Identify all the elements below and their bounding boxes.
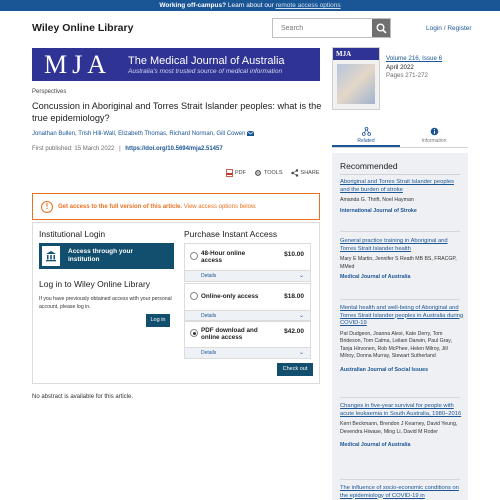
article-title: Concussion in Aboriginal and Torres Strait Islander peoples: what is the true epidemiology?	[32, 101, 322, 123]
no-abstract-note: No abstract is available for this article.	[32, 394, 134, 400]
recommended-item-link[interactable]: General practice training in Aboriginal and Torres Strait Islander health	[340, 238, 448, 252]
recommended-item	[340, 179, 464, 214]
checkout-button[interactable]: Check out	[277, 363, 313, 376]
divider	[340, 479, 460, 480]
access-panel	[32, 222, 320, 384]
wol-login-description: If you have previously obtained access with your personal account, please log in.	[39, 296, 172, 310]
issue-date: April 2022	[386, 63, 414, 71]
article-section: Perspectives	[32, 89, 67, 95]
access-options: View access options below.	[182, 203, 257, 210]
recommended-title: Recommended	[340, 161, 398, 171]
access-bold: Get access to the full version of this article.	[58, 203, 183, 210]
site-logo[interactable]: Wiley Online Library	[32, 22, 134, 34]
info-alert-icon: !	[41, 201, 53, 213]
gear-icon	[254, 169, 262, 177]
recommended-item-link[interactable]: Changes in five-year survival for people with acute leukaemia in South Australia, 1980–2016	[340, 403, 462, 417]
cover-image	[337, 64, 375, 104]
institution-icon	[42, 246, 60, 266]
option-price: $42.00	[284, 328, 304, 335]
chevron-down-icon: ⌄	[298, 350, 304, 356]
access-text	[58, 204, 257, 210]
divider	[340, 299, 460, 300]
journal-title: The Medical Journal of Australia	[128, 54, 285, 67]
tools-label: TOOLS	[264, 170, 283, 176]
email-icon[interactable]	[247, 131, 254, 136]
related-icon	[362, 126, 371, 136]
recommended-item-link[interactable]: Aboriginal and Torres Strait Islander peoples and the burden of stroke	[340, 179, 454, 193]
institution-access-button[interactable]	[39, 243, 174, 269]
pdf-icon	[226, 169, 233, 177]
radio-pdf[interactable]	[190, 329, 198, 337]
journal-tagline: Australia's most trusted source of medical information	[128, 67, 283, 75]
option-label: PDF download and online access	[201, 327, 258, 341]
share-button[interactable]	[291, 169, 320, 177]
institutional-login-title: Institutional Login	[39, 229, 106, 239]
recommended-item-authors: Kerri Beckmann, Brendon J Kearney, David Yeung, Devendra Hiwase, Ming Li, David M Roder	[340, 421, 458, 435]
pdf-label: PDF	[235, 170, 246, 176]
recommended-item-link[interactable]: Mental health and well-being of Aboriginal and Torres Strait Islander peoples in Australia during COVID-19	[340, 305, 464, 326]
option-price: $18.00	[284, 293, 304, 300]
chevron-down-icon: ⌄	[298, 313, 304, 319]
recommended-item-authors: Pat Dudgeon, Joanna Alexi, Kate Derry, Tom Brideson, Tom Calma, Leilani Darwin, Paul Gray, Tanja Hirvonen, Rob McPhee, Helen Milroy, Jill Milroy, Donna Murray, Stewart Sutherland	[340, 330, 452, 359]
share-icon	[291, 169, 299, 177]
share-label: SHARE	[300, 170, 320, 176]
details-label: Details	[201, 350, 217, 356]
institution-access-label: Access through your institution	[68, 248, 134, 263]
recommended-item-journal[interactable]: Australian Journal of Social Issues	[340, 366, 429, 373]
tab-related[interactable]	[332, 122, 400, 147]
search-button[interactable]	[372, 19, 390, 37]
banner-text: Learn about our	[226, 2, 276, 9]
search-input[interactable]	[273, 19, 372, 37]
banner-bold: Working off-campus?	[159, 2, 227, 9]
wol-login-title: Log in to Wiley Online Library	[39, 279, 151, 289]
tools-button[interactable]	[254, 169, 283, 177]
issue-info	[386, 55, 442, 81]
chevron-down-icon: ⌄	[298, 273, 304, 279]
option-price: $10.00	[284, 251, 304, 258]
publication-info	[32, 146, 223, 152]
search-bar	[272, 18, 391, 38]
information-icon	[430, 126, 439, 136]
divider	[340, 397, 460, 398]
recommended-item-authors: Amanda G. Thrift, Noel Hayman	[340, 197, 414, 203]
recommended-item-journal[interactable]: International Journal of Stroke	[340, 207, 417, 214]
remote-access-link[interactable]: remote access options	[275, 2, 341, 9]
tab-related-label: Related	[357, 138, 375, 144]
author-list[interactable]: Jonathan Bullen, Trish Hill-Wall, Elizabeth Thomas, Richard Norman, Gill Cowen	[32, 131, 246, 138]
log-in-button[interactable]: Log in	[146, 314, 170, 327]
details-label: Details	[201, 313, 217, 319]
purchase-title: Purchase Instant Access	[184, 229, 278, 239]
journal-banner-text	[128, 55, 285, 75]
option-label: Online-only access	[201, 293, 259, 300]
purchase-option-pdf[interactable]	[184, 320, 311, 359]
tab-information-label: Information	[421, 138, 447, 144]
cover-label: MJA	[333, 48, 379, 60]
journal-cover[interactable]	[332, 47, 380, 110]
purchase-option-online[interactable]	[184, 283, 311, 322]
top-banner	[0, 0, 500, 11]
journal-logo: MJA	[44, 49, 112, 79]
search-icon	[376, 23, 387, 34]
option-details-toggle[interactable]	[185, 347, 310, 358]
recommended-item-link[interactable]: The influence of socio-economic conditions on the epidemiology of COVID-19 in	[340, 485, 459, 499]
doi-link[interactable]: https://doi.org/10.5694/mja2.51457	[125, 146, 223, 152]
article-authors	[32, 131, 322, 137]
radio-online[interactable]	[190, 292, 198, 300]
purchase-option-48h[interactable]	[184, 243, 311, 282]
recommended-item	[340, 305, 464, 373]
article-tools	[226, 169, 320, 177]
radio-48h[interactable]	[190, 252, 198, 260]
details-label: Details	[201, 273, 217, 279]
divider	[340, 174, 460, 175]
recommended-panel	[332, 153, 468, 500]
issue-volume-link[interactable]: Volume 216, Issue 6	[386, 55, 443, 62]
journal-banner[interactable]	[32, 48, 320, 81]
access-notice	[32, 193, 320, 220]
tab-information[interactable]	[400, 122, 468, 147]
issue-pages: Pages 271-272	[386, 72, 428, 79]
option-label: 48-Hour online access	[201, 250, 246, 264]
recommended-item	[340, 403, 464, 448]
recommended-item	[340, 238, 464, 280]
recommended-item-journal[interactable]: Medical Journal of Australia	[340, 442, 411, 448]
recommended-item-authors: Mary E Martin, Jennifer S Reath MB BS, FRACGP, MMed	[340, 256, 457, 270]
recommended-item	[340, 485, 464, 500]
option-details-toggle[interactable]	[185, 270, 310, 281]
recommended-item-journal[interactable]: Medical Journal of Australia	[340, 274, 411, 280]
sidebar-tabs	[332, 122, 468, 148]
divider	[340, 231, 460, 232]
pub-separator: |	[119, 146, 121, 152]
published-date: First published: 15 March 2022	[32, 146, 115, 152]
pdf-button[interactable]	[226, 169, 246, 177]
login-register-link[interactable]: Login / Register	[426, 25, 472, 32]
